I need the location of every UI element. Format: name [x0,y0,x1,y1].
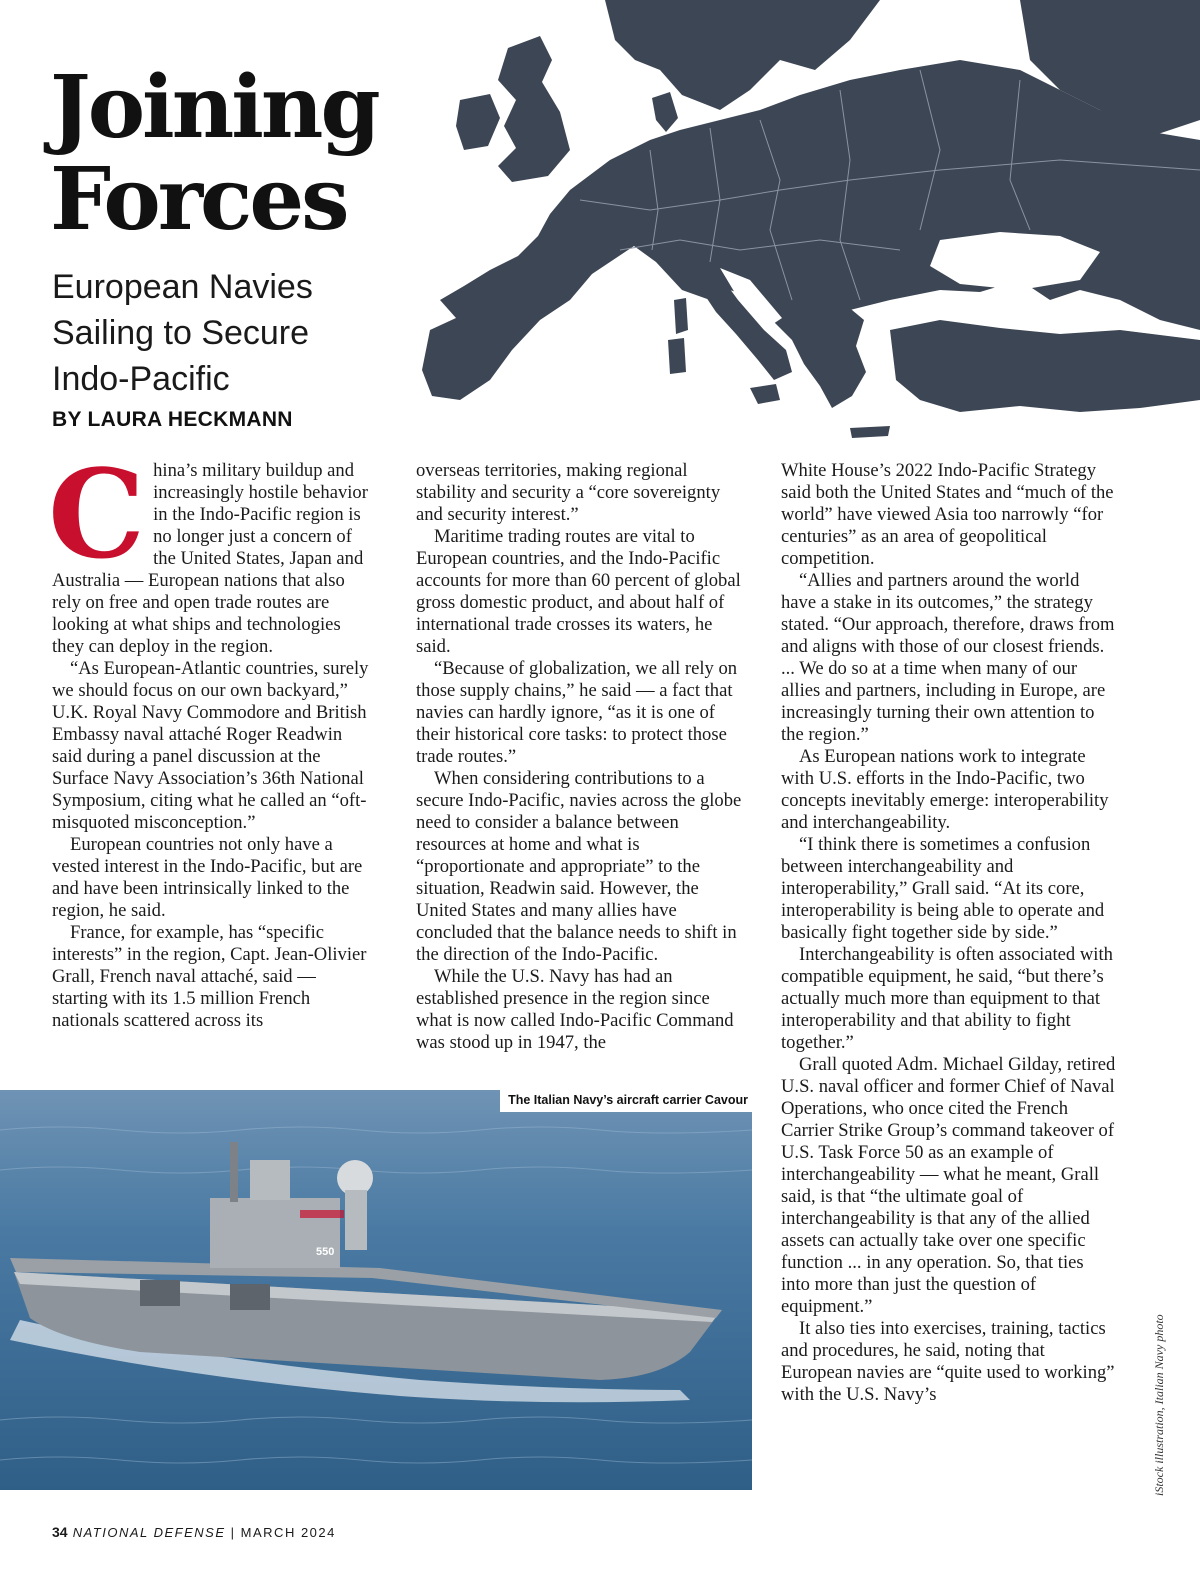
body-paragraph: “Allies and partners around the world have a stake in its outcomes,” the strategy stated. “Our approach, therefore, draws from and aligns with those of our closest friends. ... We do so at a time when many of our allies and partners, including in Europe, are increasingly turning their own attention to the region.” [781,570,1115,745]
headline-line-1: Joining [50,57,378,158]
body-paragraph: overseas territories, making regional stability and security a “core sovereignty and security interest.” [416,460,721,525]
body-paragraph: Interchangeability is often associated with compatible equipment, he said, “but there’s actually much more than equipment to that interoperability and that ability to fight together.” [781,944,1113,1053]
body-paragraph: White House’s 2022 Indo-Pacific Strategy said both the United States and “much of the world” have viewed Asia too narrowly “for centuries” as an area of geopolitical competition. [781,460,1114,569]
body-paragraph: European countries not only have a vested interest in the Indo-Pacific, but are and have been intrinsically linked to the region, he said. [52,834,363,921]
body-paragraph: France, for example, has “specific interests” in the region, Capt. Jean-Olivier Grall, French naval attaché, said — starting with its 1.5 million French nationals scattered across its [52,922,367,1031]
page-number: 34 [52,1524,68,1540]
europe-map [420,0,1200,440]
article-column-2 [416,460,746,1054]
body-paragraph: It also ties into exercises, training, tactics and procedures, he said, noting that European navies are “quite used to working” with the U.S. Navy’s [781,1318,1115,1405]
subheadline [52,264,412,402]
headline-line-2: Forces [50,149,347,250]
body-paragraph: As European nations work to integrate with U.S. efforts in the Indo-Pacific, two concepts inevitably emerge: interoperability and interchangeability. [781,746,1109,833]
issue-date: MARCH 2024 [240,1525,336,1540]
body-paragraph: While the U.S. Navy has had an established presence in the region since what is now called Indo-Pacific Command was stood up in 1947, the [416,966,734,1053]
body-paragraph: “Because of globalization, we all rely on those supply chains,” he said — a fact that navies can hardly ignore, “as it is one of their historical core tasks: to protect those trade routes.” [416,658,738,767]
footer-separator: | [230,1525,236,1540]
subhead-line-1: European Navies [52,268,313,306]
body-paragraph: “As European-Atlantic countries, surely we should focus on our own backyard,” U.K. Royal Navy Commodore and British Embassy naval attaché Roger Readwin said during a panel discussion at the Surface Navy Association’s 36th National Symposium, citing what he called an “oft-misquoted misconception.” [52,658,369,833]
subhead-line-2: Sailing to Secure [52,314,310,352]
page-footer [52,1524,336,1540]
body-paragraph: Maritime trading routes are vital to European countries, and the Indo-Pacific accounts for more than 60 percent of global gross domestic product, and about half of international trade crosses its waters, he said. [416,526,741,657]
body-paragraph: When considering contributions to a secure Indo-Pacific, navies across the globe need to consider a balance between resources at home and what is “proportionate and appropriate” to the situation, Readwin said. However, the United States and many allies have concluded that the balance needs to shift in the direction of the Indo-Pacific. [416,768,742,965]
article-column-1 [48,442,374,1032]
body-paragraph [48,442,374,658]
publication-name: NATIONAL DEFENSE [72,1525,226,1540]
body-paragraph: “I think there is sometimes a confusion between interchangeability and interoperability,” Grall said. “At its core, interoperability is being able to operate and basically fight together side by side.” [781,834,1105,943]
subhead-line-3: Indo-Pacific [52,360,230,398]
carrier-illustration [0,1090,752,1490]
byline: BY LAURA HECKMANN [52,408,293,431]
photo-caption: The Italian Navy’s aircraft carrier Cavour [500,1090,752,1112]
paragraph-text: hina’s military buildup and increasingly hostile behavior in the Indo-Pacific region is no longer just a concern of the United States, Japan and Australia — European nations that also rely on free and open trade routes are looking at what ships and technologies they can deploy in the region. [52,460,368,657]
body-paragraph: Grall quoted Adm. Michael Gilday, retired U.S. naval officer and former Chief of Naval Operations, who once cited the French Carrier Strike Group’s command takeover of U.S. Task Force 50 as an example of interchangeability — what he meant, Grall said, is that “the ultimate goal of interchangeability is that any of the allied assets can actually take over one specific function ... in any operation. So, that ties into more than just the question of equipment.” [781,1054,1116,1317]
article-column-3 [781,460,1116,1406]
aircraft-carrier-photo [0,1090,752,1490]
headline [50,57,378,250]
hull-number: 550 [316,1246,335,1258]
photo-credit: iStock illustration, Italian Navy photo [1152,1314,1166,1496]
drop-cap: C [48,442,146,586]
